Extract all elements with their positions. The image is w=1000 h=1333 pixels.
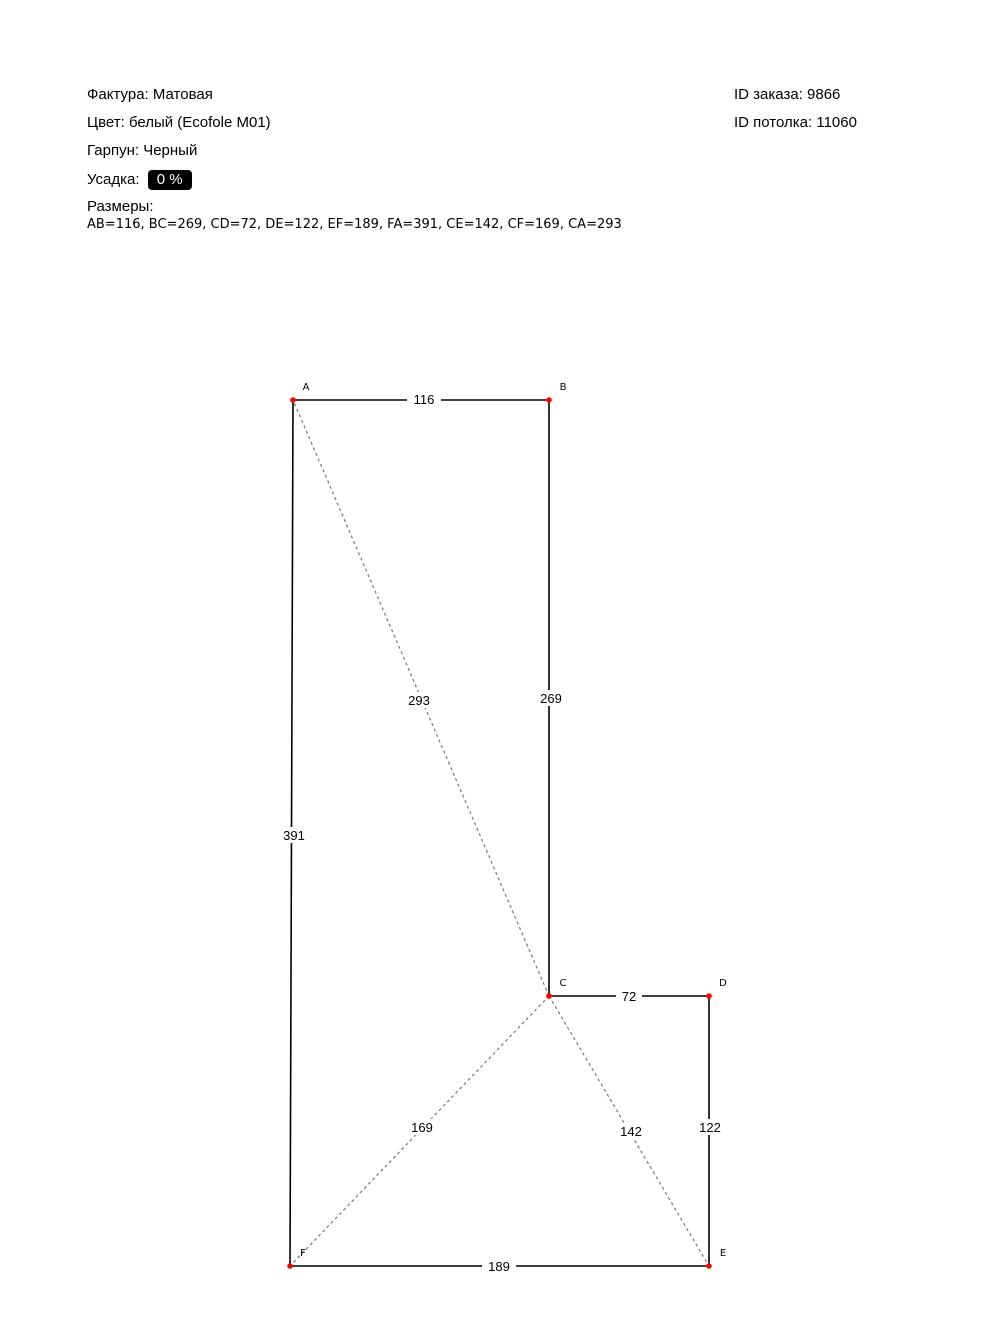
vertex-label-B: B bbox=[559, 382, 567, 393]
side-length-CD: 72 bbox=[621, 989, 637, 1004]
order-id-value: 9866 bbox=[807, 86, 841, 103]
side-length-BC: 269 bbox=[540, 691, 562, 706]
ceiling-id-value: 11060 bbox=[816, 114, 857, 131]
harpoon-label: Гарпун: bbox=[87, 142, 140, 159]
vertex-B bbox=[546, 397, 552, 403]
order-id-label: ID заказа: bbox=[734, 86, 803, 103]
dimensions-label: Размеры: bbox=[87, 198, 154, 215]
vertex-label-F: F bbox=[300, 1248, 306, 1259]
texture-label: Фактура: bbox=[87, 86, 149, 103]
vertex-label-E: E bbox=[719, 1248, 727, 1259]
side-length-EF: 189 bbox=[488, 1259, 510, 1274]
ceiling-id-label: ID потолка: bbox=[734, 114, 813, 131]
side-length-DE: 122 bbox=[699, 1120, 721, 1135]
side-length-AB: 116 bbox=[413, 392, 435, 407]
diagonal-length-CA: 293 bbox=[408, 693, 430, 708]
diagonal-length-CF: 169 bbox=[411, 1120, 433, 1135]
vertex-label-C: C bbox=[559, 978, 567, 989]
vertex-label-D: D bbox=[719, 978, 727, 989]
harpoon-value: Черный bbox=[143, 142, 198, 159]
diagonal-length-CE: 142 bbox=[620, 1124, 642, 1139]
vertex-E bbox=[706, 1263, 712, 1269]
shrink-label: Усадка: bbox=[87, 171, 140, 188]
vertex-D bbox=[706, 993, 712, 999]
vertex-label-A: A bbox=[302, 382, 310, 393]
color-value: белый (Ecofole M01) bbox=[128, 114, 271, 131]
shrink-badge: 0 % bbox=[148, 170, 192, 190]
color-label: Цвет: bbox=[87, 114, 125, 131]
side-length-FA: 391 bbox=[283, 828, 305, 843]
vertex-F bbox=[287, 1263, 293, 1269]
vertex-A bbox=[290, 397, 296, 403]
dimensions-value: AB=116, BC=269, CD=72, DE=122, EF=189, FA=391, CE=142, CF=169, CA=293 bbox=[87, 217, 622, 232]
vertex-C bbox=[546, 993, 552, 999]
texture-value: Матовая bbox=[152, 86, 213, 103]
